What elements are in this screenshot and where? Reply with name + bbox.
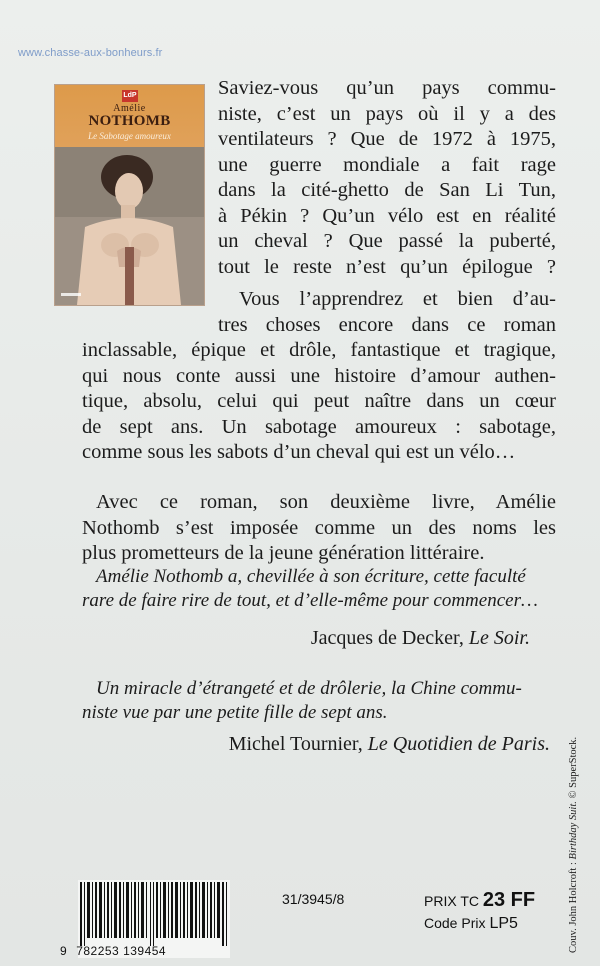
cover-book-title: Le Sabotage amoureux (88, 131, 171, 141)
blurb-line: qui nous conte aussi une histoire d’amour authen- (82, 364, 556, 387)
cover-illustration (55, 147, 204, 305)
quote-source: Le Soir. (468, 627, 530, 649)
blurb-line: Avec ce roman, son deuxième livre, Amélie (96, 491, 556, 513)
credit-suffix: © SuperStock. (568, 736, 579, 802)
blurb-line: dans la cité-ghetto de San Li Tun, (218, 179, 556, 201)
price-code-value: LP5 (489, 915, 518, 932)
quote-source: Le Quotidien de Paris. (367, 733, 550, 755)
blurb-line: ventilateurs ? Que de 1972 à 1975, (218, 128, 556, 150)
quote-line: rare de faire rire de tout, et d’elle-même pour commencer… (82, 590, 538, 611)
blurb-line: Vous l’apprendrez et bien d’au- (239, 288, 556, 310)
quote-author: Jacques de Decker, (310, 627, 469, 649)
blurb-line: un cheval ? Que passé la puberté, (218, 230, 556, 252)
cover-author-first-name: Amélie (113, 103, 146, 114)
cover-author-last-name: NOTHOMB (88, 113, 171, 129)
barcode-lead-digit: 9 (60, 944, 68, 958)
blurb-paragraph-3 (82, 490, 556, 567)
blurb-line: niste, c’est un pays où il y a des (218, 102, 556, 125)
blurb-line: de sept ans. Un sabotage amoureux : sabotage, (82, 415, 556, 438)
price-label: PRIX TC (424, 893, 483, 909)
price (424, 889, 535, 912)
blurb-line: Saviez-vous qu’un pays commu- (218, 77, 556, 99)
review-quote-2-attribution (82, 733, 556, 756)
cover-thumbnail (55, 85, 204, 305)
blurb-paragraph-1 (218, 76, 556, 280)
credit-prefix: Couv. John Holcroft : (568, 859, 579, 953)
price-code (424, 915, 518, 933)
blurb-line: tique, absolu, celui qui peut naître dans un cœur (82, 390, 556, 412)
review-quote-1-attribution (82, 627, 556, 650)
barcode-digits (60, 944, 166, 958)
credit-work: Birthday Suit. (568, 801, 579, 860)
watermark-url: www.chasse-aux-bonheurs.fr (18, 47, 163, 59)
cover-credit (568, 685, 582, 953)
blurb-line: inclassable, épique et drôle, fantastique et tragique, (82, 339, 556, 361)
quote-line: Un miracle d’étrangeté et de drôlerie, la Chine commu- (96, 678, 522, 699)
blurb-line: Nothomb s’est imposée comme un des noms les (82, 516, 556, 539)
barcode-number: 782253 139454 (76, 944, 167, 958)
price-value: 23 FF (482, 889, 536, 911)
publisher-logo: LdP (122, 90, 138, 102)
blurb-paragraph-2 (82, 287, 556, 466)
quote-line: Amélie Nothomb a, chevillée à son écriture, cette faculté (96, 566, 526, 587)
review-quote-2 (82, 677, 556, 725)
price-code-label: Code Prix (424, 915, 486, 931)
quote-author: Michel Tournier, (228, 733, 368, 755)
blurb-line: comme sous les sabots d’un cheval qui est un vélo… (82, 441, 516, 463)
blurb-line: tres choses encore dans ce roman (218, 313, 556, 336)
blurb-line: tout le reste n’est qu’un épilogue ? (218, 255, 556, 278)
catalog-code: 31/3945/8 (282, 891, 345, 907)
blurb-line: à Pékin ? Qu’un vélo est en réalité (218, 204, 556, 227)
review-quote-1 (82, 565, 556, 613)
quote-line: niste vue par une petite fille de sept ans. (82, 702, 388, 723)
blurb-line: une guerre mondiale a fait rage (218, 153, 556, 176)
blurb-line: plus prometteurs de la jeune génération littéraire. (82, 542, 485, 564)
